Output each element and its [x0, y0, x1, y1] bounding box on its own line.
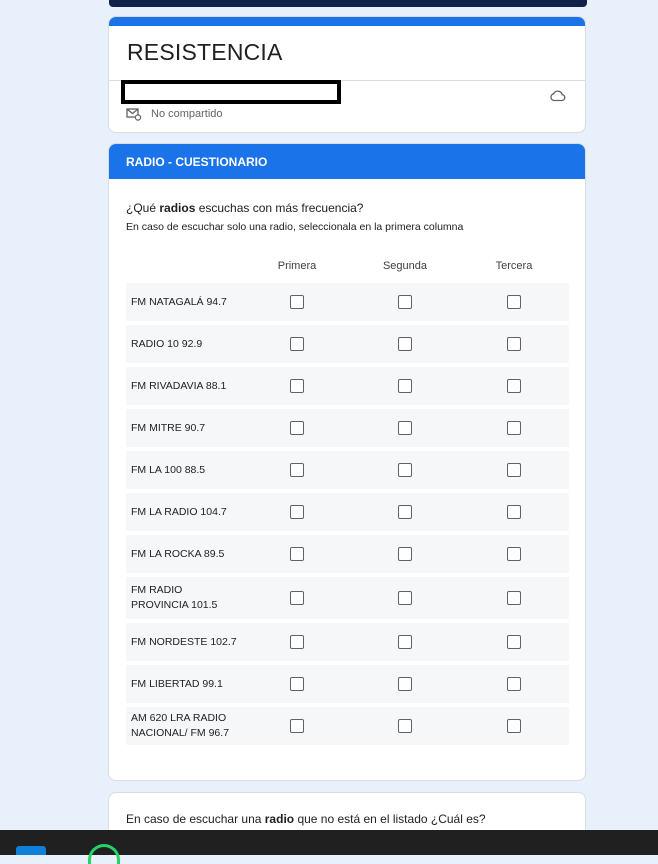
checkbox-primera[interactable] [290, 505, 304, 519]
checkbox-tercera[interactable] [507, 505, 521, 519]
checkbox-tercera[interactable] [507, 337, 521, 351]
checkbox-segunda[interactable] [398, 379, 412, 393]
radio-label: FM LA RADIO 104.7 [131, 505, 227, 518]
checkbox-segunda[interactable] [398, 635, 412, 649]
radio-label: FM RADIO PROVINCIA 101.5 [131, 584, 218, 611]
checkbox-segunda[interactable] [398, 295, 412, 309]
grid-row [126, 325, 569, 363]
column-header-primera: Primera [277, 260, 317, 272]
next-question-text: En caso de escuchar una radio que no está en el listado ¿Cuál es? [126, 812, 486, 826]
checkbox-tercera[interactable] [507, 635, 521, 649]
checkbox-primera[interactable] [290, 635, 304, 649]
grid-row [126, 409, 569, 447]
accent-bar [109, 17, 585, 26]
grid-row [126, 623, 569, 661]
grid-row [126, 707, 569, 745]
radio-label: FM LA 100 88.5 [131, 463, 206, 476]
grid-row [126, 535, 569, 573]
grid-row [126, 451, 569, 489]
radio-label: FM MITRE 90.7 [131, 421, 206, 434]
grid-row [126, 283, 569, 321]
radio-grid [126, 283, 569, 749]
checkbox-tercera[interactable] [507, 295, 521, 309]
checkbox-segunda[interactable] [398, 591, 412, 605]
share-status [126, 107, 223, 121]
checkbox-tercera[interactable] [507, 547, 521, 561]
checkbox-primera[interactable] [290, 463, 304, 477]
question-text: ¿Qué radios escuchas con más frecuencia? [126, 201, 364, 215]
checkbox-tercera[interactable] [507, 463, 521, 477]
radio-label: RADIO 10 92.9 [131, 337, 203, 350]
radio-label: AM 620 LRA RADIO NACIONAL/ FM 96.7 [131, 712, 230, 739]
checkbox-tercera[interactable] [507, 379, 521, 393]
radio-label: FM LIBERTAD 99.1 [131, 677, 223, 690]
cloud-icon[interactable] [549, 87, 567, 105]
top-nav-bar [109, 0, 587, 7]
app-icon[interactable] [16, 846, 46, 855]
radio-label: FM NATAGALÁ 94.7 [131, 295, 227, 308]
checkbox-primera[interactable] [290, 379, 304, 393]
column-header-segunda: Segunda [382, 260, 428, 272]
grid-row [126, 577, 569, 619]
helper-text: En caso de escuchar solo una radio, seleccionala en la primera columna [126, 221, 464, 233]
radio-label: FM NORDESTE 102.7 [131, 635, 237, 648]
checkbox-segunda[interactable] [398, 719, 412, 733]
checkbox-primera[interactable] [290, 295, 304, 309]
checkbox-segunda[interactable] [398, 463, 412, 477]
radio-label: FM LA ROCKA 89.5 [131, 547, 225, 560]
radio-label: FM RIVADAVIA 88.1 [131, 379, 227, 392]
checkbox-segunda[interactable] [398, 505, 412, 519]
checkbox-tercera[interactable] [507, 677, 521, 691]
redacted-email [121, 80, 341, 104]
taskbar [0, 830, 658, 855]
whatsapp-icon[interactable] [88, 844, 120, 864]
form-header-card [108, 16, 586, 133]
checkbox-primera[interactable] [290, 591, 304, 605]
checkbox-primera[interactable] [290, 421, 304, 435]
checkbox-segunda[interactable] [398, 421, 412, 435]
share-status-text: No compartido [151, 108, 223, 120]
grid-row [126, 493, 569, 531]
checkbox-primera[interactable] [290, 677, 304, 691]
checkbox-segunda[interactable] [398, 677, 412, 691]
checkbox-segunda[interactable] [398, 337, 412, 351]
mail-settings-icon [126, 107, 142, 121]
checkbox-tercera[interactable] [507, 719, 521, 733]
grid-row [126, 665, 569, 703]
checkbox-primera[interactable] [290, 719, 304, 733]
radio-section-card [108, 143, 586, 781]
checkbox-tercera[interactable] [507, 421, 521, 435]
section-header: RADIO - CUESTIONARIO [109, 144, 585, 179]
checkbox-primera[interactable] [290, 337, 304, 351]
grid-row [126, 367, 569, 405]
column-header-tercera: Tercera [495, 260, 533, 272]
checkbox-segunda[interactable] [398, 547, 412, 561]
checkbox-tercera[interactable] [507, 591, 521, 605]
form-title: RESISTENCIA [127, 39, 283, 65]
checkbox-primera[interactable] [290, 547, 304, 561]
